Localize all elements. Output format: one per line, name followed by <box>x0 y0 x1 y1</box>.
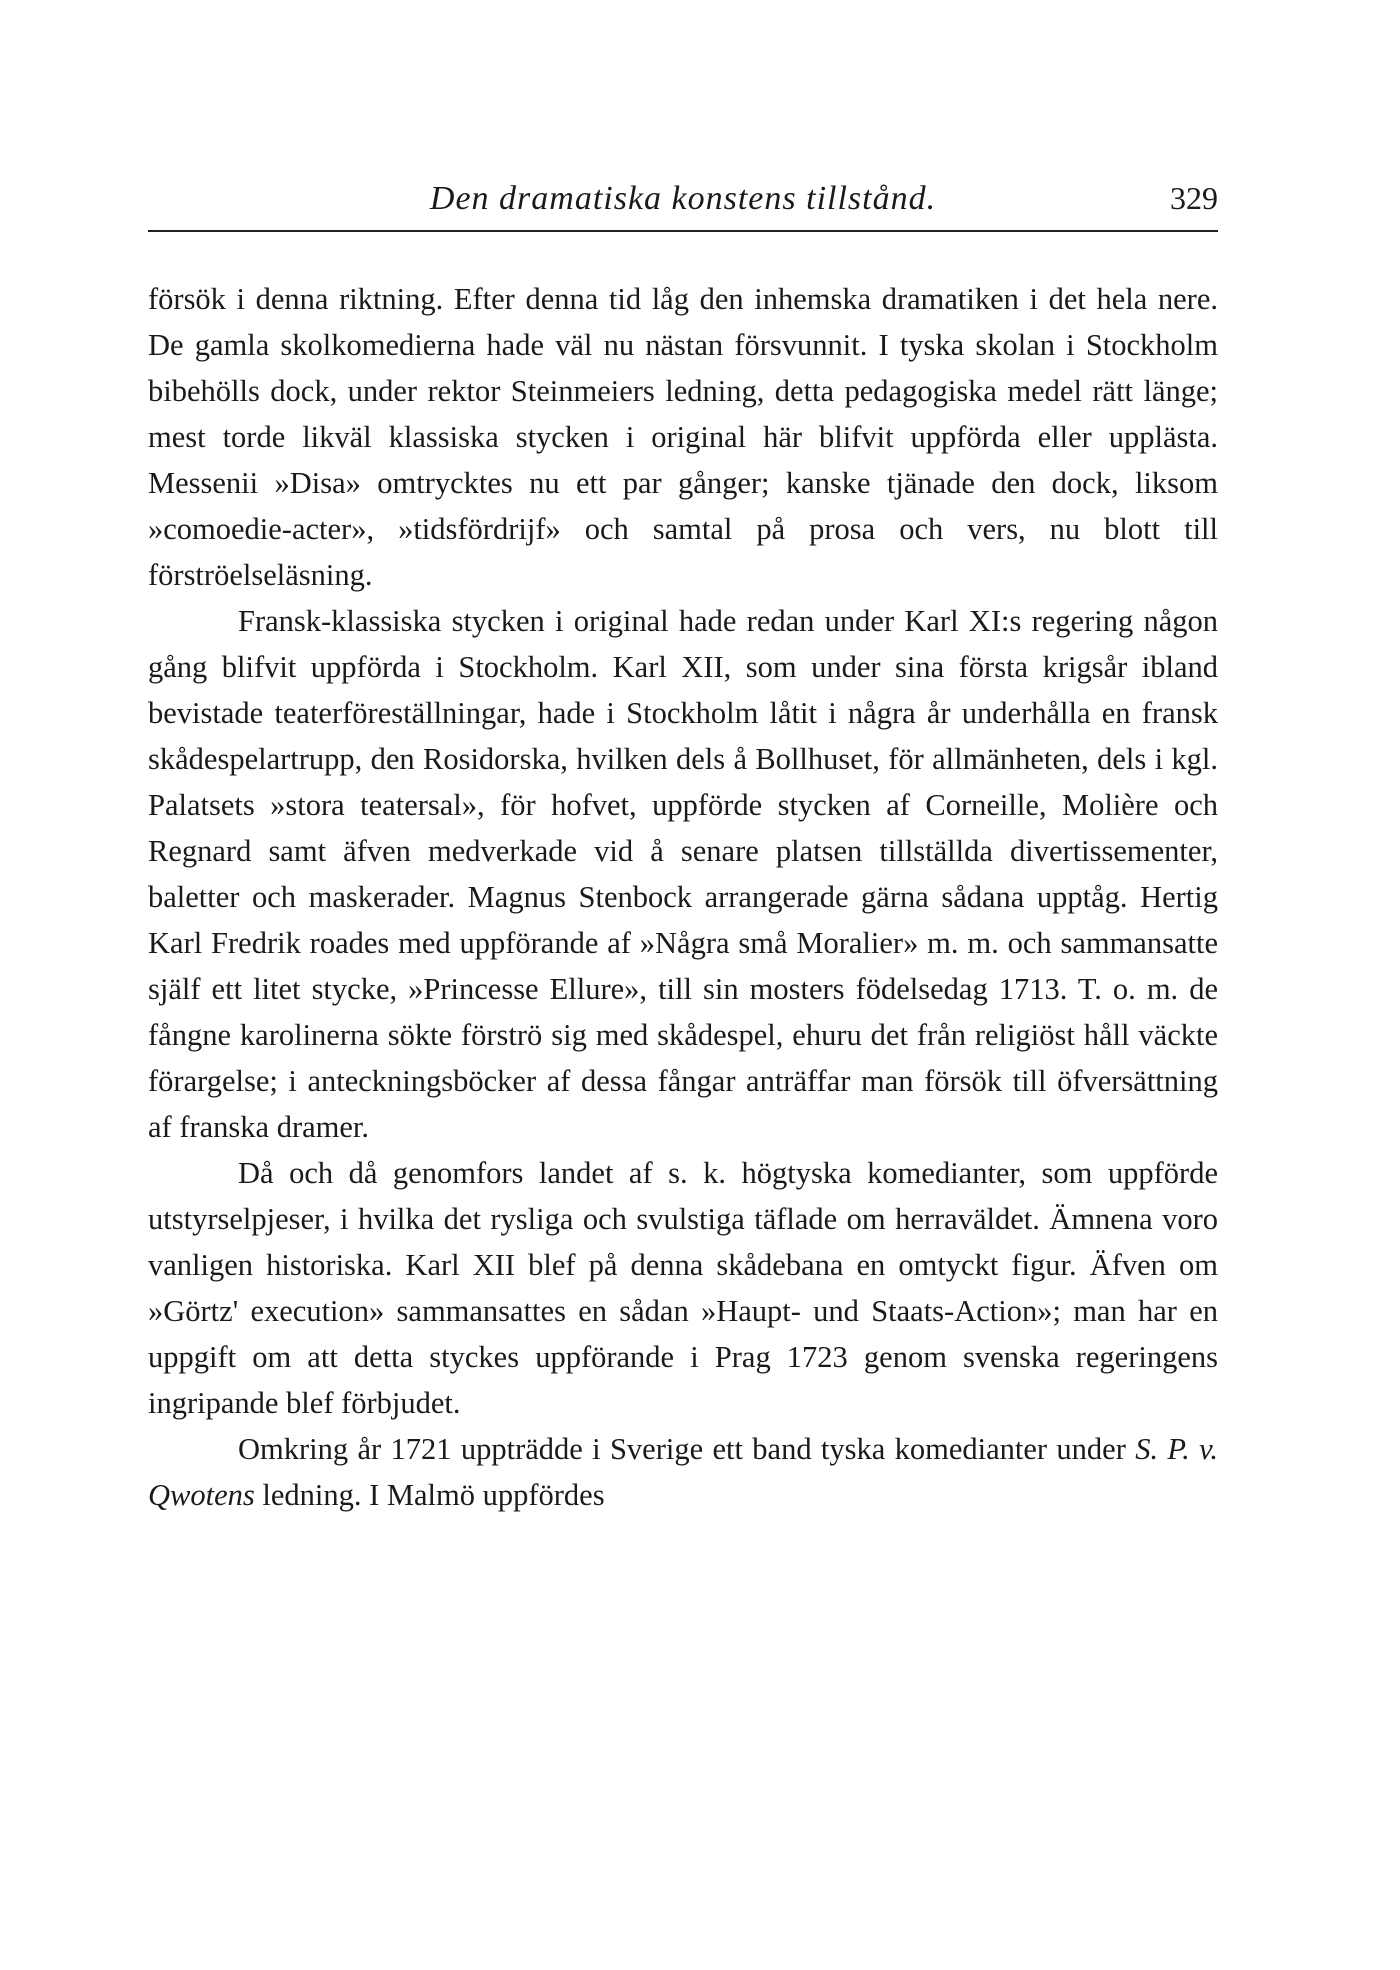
paragraph-4 <box>148 1426 1218 1518</box>
page-header <box>148 180 1218 232</box>
running-title: Den dramatiska konstens tillstånd. <box>429 180 937 217</box>
paragraph-1: försök i denna riktning. Efter denna tid låg den inhemska dramatiken i det hela nere. De gamla skolkomedierna hade väl nu nästan försvunnit. I tyska skolan i Stockholm bibehölls dock, under rektor Steinmeiers ledning, detta pedagogiska medel rätt länge; mest torde likväl klassiska stycken i original här blifvit uppförda eller upplästa. Messenii »Disa» omtrycktes nu ett par gånger; kanske tjänade den dock, liksom »comoedie-acter», »tidsfördrijf» och samtal på prosa och vers, nu blott till förströelseläsning. <box>148 282 1218 592</box>
paragraph-4-start: Omkring år 1721 uppträdde i Sverige ett band tyska komedianter under <box>238 1432 1136 1466</box>
page-number: 329 <box>1170 180 1218 216</box>
paragraph-4-name: S. P. v. Qwotens <box>148 1432 1218 1512</box>
paragraph-2: Fransk-klassiska stycken i original hade redan under Karl XI:s regering någon gång blifvit uppförda i Stockholm. Karl XII, som under sina första krigsår ibland bevistade teaterföreställningar, hade i Stockholm låtit i några år underhålla en fransk skådespelartrupp, den Rosidorska, hvilken dels å Bollhuset, för allmänheten, dels i kgl. Palatsets »stora teatersal», för hofvet, uppförde stycken af Corneille, Molière och Regnard samt äfven medverkade vid å senare platsen tillställda divertissementer, baletter och maskerader. Magnus Stenbock arrangerade gärna sådana upptåg. Hertig Karl Fredrik roades med uppförande af »Några små Moralier» m. m. och sammansatte själf ett litet stycke, »Princesse Ellure», till sin mosters födelsedag 1713. T. o. m. de fångne karolinerna sökte förströ sig med skådespel, ehuru det från religiöst håll väckte förargelse; i anteckningsböcker af dessa fångar anträffar man försök till öfversättning af franska dramer. <box>148 604 1218 1144</box>
page-body <box>148 276 1218 1518</box>
book-page <box>148 180 1218 1518</box>
paragraph-4-end: ledning. I Malmö uppfördes <box>254 1478 605 1512</box>
paragraph-3: Då och då genomfors landet af s. k. högtyska komedianter, som uppförde utstyrselpjeser, i hvilka det rysliga och svulstiga täflade om herraväldet. Ämnena voro vanligen historiska. Karl XII blef på denna skådebana en omtyckt figur. Äfven om »Görtz' execution» sammansattes en sådan »Haupt- und Staats-Action»; man har en uppgift om att detta styckes uppförande i Prag 1723 genom svenska regeringens ingripande blef förbjudet. <box>148 1156 1218 1420</box>
